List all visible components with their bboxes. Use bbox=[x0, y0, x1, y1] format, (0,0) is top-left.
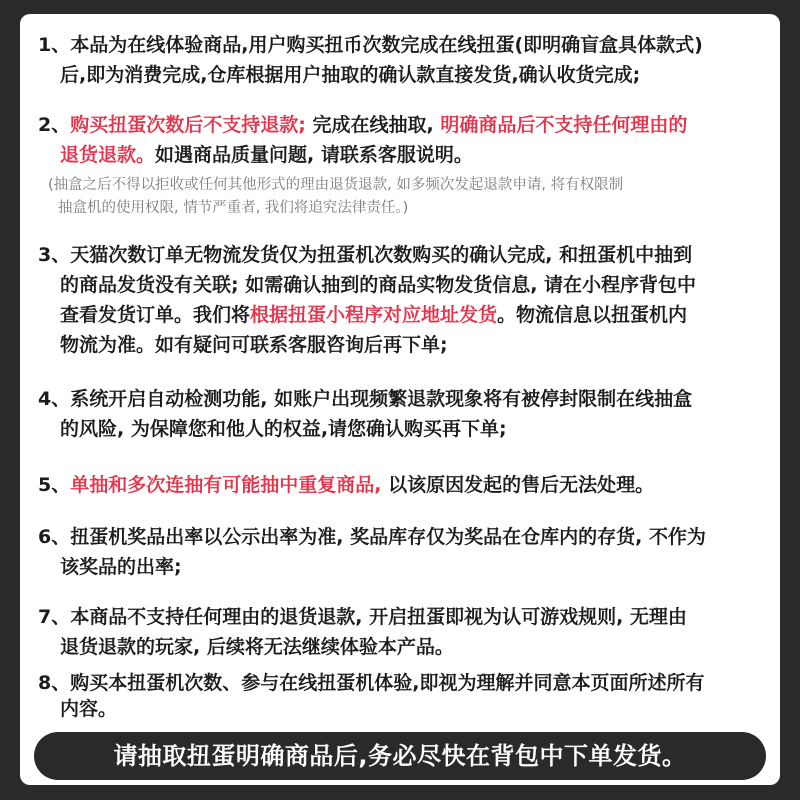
rule-number: 8、 bbox=[38, 672, 71, 694]
rule-text-line: 的商品发货没有关联; 如需确认抽到的商品实物发货信息, 请在小程序背包中 bbox=[60, 274, 697, 296]
rule-emphasis: 根据扭蛋小程序对应地址发货 bbox=[250, 304, 498, 326]
rule-number: 1、 bbox=[38, 34, 71, 56]
rule-text-line: 后,即为消费完成,仓库根据用户抽取的确认款直接发货,确认收货完成; bbox=[60, 64, 641, 86]
rule-text: 以该原因发起的售后无法处理。 bbox=[388, 474, 655, 496]
reminder-banner: 请抽取扭蛋明确商品后,务必尽快在背包中下单发货。 bbox=[34, 732, 766, 780]
rule-text-line: 的风险, 为保障您和他人的权益,请您确认购买再下单; bbox=[60, 418, 507, 440]
rule-item-5 bbox=[38, 470, 768, 500]
rule-text: 完成在线抽取, bbox=[312, 114, 434, 136]
rule-number: 2、 bbox=[38, 114, 71, 136]
rule-item-3 bbox=[38, 240, 768, 360]
rule-emphasis: 退货退款。 bbox=[60, 144, 156, 166]
rule-text: 如遇商品质量问题, 请联系客服说明。 bbox=[155, 144, 473, 166]
rule-item-2 bbox=[38, 110, 768, 170]
rules-list bbox=[20, 14, 780, 714]
rule-text-line: 物流为准。如有疑问可联系客服咨询后再下单; bbox=[60, 334, 448, 356]
rule-emphasis: 购买扭蛋次数后不支持退款; bbox=[70, 114, 306, 136]
notice-card bbox=[20, 14, 780, 785]
rule-number: 6、 bbox=[38, 526, 71, 548]
rule-number: 7、 bbox=[38, 606, 71, 628]
rule-number: 4、 bbox=[38, 388, 71, 410]
rule-emphasis: 明确商品后不支持任何理由的 bbox=[440, 114, 688, 136]
rule-number: 3、 bbox=[38, 244, 71, 266]
rule-item-7 bbox=[38, 602, 768, 662]
rule-number: 5、 bbox=[38, 474, 71, 496]
note-line: 抽盒机的使用权限, 情节严重者, 我们将追究法律责任。) bbox=[58, 200, 409, 216]
rule-text-line: 本品为在线体验商品,用户购买扭币次数完成在线扭蛋(即明确盲盒具体款式) bbox=[70, 34, 703, 56]
rule-text: 。物流信息以扭蛋机内 bbox=[497, 304, 688, 326]
note-line: (抽盒之后不得以拒收或任何其他形式的理由退货退款, 如多频次发起退款申请, 将有权限制 bbox=[48, 177, 624, 193]
rule-2-note bbox=[48, 174, 768, 220]
rule-text-line: 本商品不支持任何理由的退货退款, 开启扭蛋即视为认可游戏规则, 无理由 bbox=[70, 606, 687, 628]
rule-text-line: 扭蛋机奖品出率以公示出率为准, 奖品库存仅为奖品在仓库内的存货, 不作为 bbox=[70, 526, 706, 548]
rule-item-1 bbox=[38, 30, 768, 90]
rule-text: 查看发货订单。我们将 bbox=[60, 304, 251, 326]
rule-item-4 bbox=[38, 384, 768, 444]
rule-item-8 bbox=[38, 668, 768, 724]
rule-text-line: 退货退款的玩家, 后续将无法继续体验本产品。 bbox=[60, 636, 454, 658]
rule-emphasis: 单抽和多次连抽有可能抽中重复商品, bbox=[70, 474, 382, 496]
rule-text-line: 内容。 bbox=[60, 698, 118, 720]
rule-text-line: 系统开启自动检测功能, 如账户出现频繁退款现象将有被停封限制在线抽盒 bbox=[70, 388, 693, 410]
rule-item-6 bbox=[38, 522, 768, 582]
rule-text-line: 购买本扭蛋机次数、参与在线扭蛋机体验,即视为理解并同意本页面所述所有 bbox=[70, 672, 705, 694]
rule-text-line: 该奖品的出率; bbox=[60, 556, 182, 578]
rule-text-line: 天猫次数订单无物流发货仅为扭蛋机次数购买的确认完成, 和扭蛋机中抽到 bbox=[70, 244, 693, 266]
